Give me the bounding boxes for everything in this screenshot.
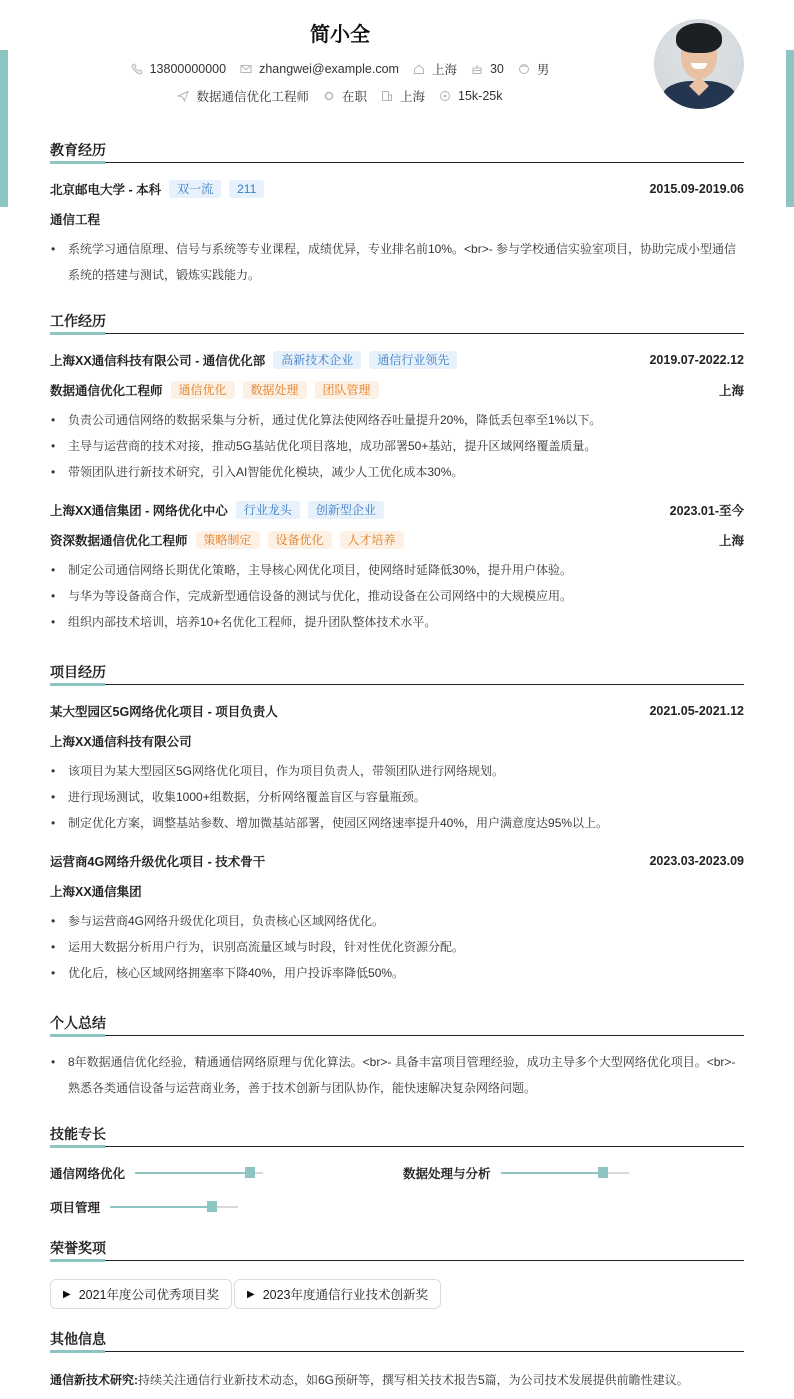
work-date: 2019.07-2022.12	[649, 353, 744, 367]
skill-item	[50, 1197, 238, 1217]
slider-thumb[interactable]	[598, 1167, 608, 1178]
award-label: 2021年度公司优秀项目奖	[78, 1288, 220, 1302]
contact-age: 30	[471, 62, 504, 76]
cake-icon	[471, 63, 483, 75]
mail-icon	[240, 63, 252, 75]
role-tag: 数据处理	[243, 381, 307, 399]
school-name: 北京邮电大学 - 本科	[50, 183, 162, 197]
section-title: 荣誉奖项	[50, 1240, 106, 1256]
slider-thumb[interactable]	[245, 1167, 255, 1178]
slider-thumb[interactable]	[207, 1201, 217, 1212]
education-date: 2015.09-2019.06	[649, 182, 744, 196]
role-name: 资深数据通信优化工程师	[50, 534, 188, 548]
status-icon	[323, 90, 335, 102]
gender-icon	[518, 63, 530, 75]
work-bullet: • 主导与运营商的技术对接，推动5G基站优化项目落地，成功部署50+基站，提升区域网络覆盖质量。	[50, 433, 744, 459]
triangle-right-icon: ▶	[247, 1288, 255, 1300]
work-item-header	[50, 350, 744, 370]
avatar-photo	[654, 19, 744, 109]
project-bullet: • 优化后，核心区域网络拥塞率下降40%，用户投诉率降低50%。	[50, 960, 744, 986]
job-salary: 15k-25k	[439, 89, 502, 103]
award-label: 2023年度通信行业技术创新奖	[262, 1288, 429, 1302]
job-intent-row	[0, 87, 680, 105]
work-section	[50, 311, 744, 629]
job-title: 数据通信优化工程师	[177, 87, 309, 105]
salary-icon	[439, 90, 451, 102]
building-icon	[381, 90, 393, 102]
education-desc: • 系统学习通信原理、信号与系统等专业课程，成绩优异，专业排名前10%。<br>- 参与学校通信实验室项目，协助完成小型通信系统的搭建与测试，锻炼实践能力。	[50, 236, 744, 288]
role-tag: 策略制定	[196, 531, 260, 549]
school-tag: 211	[229, 180, 264, 198]
skill-level-slider[interactable]	[501, 1172, 629, 1174]
triangle-right-icon: ▶	[63, 1288, 71, 1300]
education-major-row	[50, 209, 744, 229]
project-date: 2021.05-2021.12	[649, 704, 744, 718]
company-tag: 高新技术企业	[273, 351, 361, 369]
other-info	[50, 1370, 744, 1390]
skill-name: 通信网络优化	[50, 1167, 126, 1181]
award-item[interactable]	[234, 1279, 441, 1309]
project-date: 2023.03-2023.09	[649, 854, 744, 868]
company-tag: 通信行业领先	[369, 351, 457, 369]
home-icon	[413, 63, 425, 75]
skill-item	[403, 1163, 629, 1183]
contact-phone: 13800000000	[131, 62, 226, 76]
work-date: 2023.01-至今	[669, 504, 744, 518]
contact-gender: 男	[518, 60, 550, 78]
role-tag: 通信优化	[171, 381, 235, 399]
section-divider	[50, 1146, 744, 1147]
work-bullet: • 组织内部技术培训，培养10+名优化工程师，提升团队整体技术水平。	[50, 609, 744, 635]
section-divider	[50, 1260, 744, 1261]
section-divider	[50, 684, 744, 685]
section-divider	[50, 162, 744, 163]
project-name: 某大型园区5G网络优化项目 - 项目负责人	[50, 705, 278, 719]
skill-level-slider[interactable]	[135, 1172, 263, 1174]
work-bullet: • 与华为等设备商合作，完成新型通信设备的测试与优化，推动设备在公司网络中的大规模应用。	[50, 583, 744, 609]
project-bullet: • 该项目为某大型园区5G网络优化项目，作为项目负责人，带领团队进行网络规划。	[50, 758, 744, 784]
work-role-row	[50, 530, 744, 550]
company-tag: 行业龙头	[236, 501, 300, 519]
role-tag: 人才培养	[340, 531, 404, 549]
work-bullet: • 制定公司通信网络长期优化策略，主导核心网优化项目，使网络时延降低30%，提升用户体验。	[50, 557, 744, 583]
role-name: 数据通信优化工程师	[50, 384, 163, 398]
section-title: 个人总结	[50, 1015, 106, 1031]
work-location: 上海	[718, 534, 744, 548]
contact-email: zhangwei@example.com	[240, 62, 399, 76]
phone-icon	[131, 63, 143, 75]
candidate-name: 简小全	[310, 24, 370, 46]
section-title: 项目经历	[50, 664, 106, 680]
other-section	[50, 1329, 744, 1352]
skill-name: 项目管理	[50, 1201, 101, 1215]
company-tag: 创新型企业	[308, 501, 384, 519]
skill-item	[50, 1163, 263, 1183]
education-item-header	[50, 179, 744, 199]
project-name: 运营商4G网络升级优化项目 - 技术骨干	[50, 855, 266, 869]
skill-name: 数据处理与分析	[403, 1167, 491, 1181]
skills-section	[50, 1124, 744, 1147]
company-name: 上海XX通信集团 - 网络优化中心	[50, 504, 228, 518]
project-bullet: • 运用大数据分析用户行为，识别高流量区域与时段，针对性优化资源分配。	[50, 934, 744, 960]
project-org: 上海XX通信科技有限公司	[50, 735, 192, 749]
project-bullet: • 参与运营商4G网络升级优化项目，负责核心区域网络优化。	[50, 908, 744, 934]
section-title: 工作经历	[50, 313, 106, 329]
project-bullet: • 进行现场测试，收集1000+组数据，分析网络覆盖盲区与容量瓶颈。	[50, 784, 744, 810]
work-bullet: • 带领团队进行新技术研究，引入AI智能优化模块，减少人工优化成本30%。	[50, 459, 744, 485]
role-tag: 设备优化	[268, 531, 332, 549]
section-title: 教育经历	[50, 142, 106, 158]
resume-header	[0, 0, 794, 125]
awards-section	[50, 1238, 744, 1261]
work-bullet: • 负责公司通信网络的数据采集与分析，通过优化算法使网络吞吐量提升20%，降低丢包率至1%以下。	[50, 407, 744, 433]
school-tag: 双一流	[169, 180, 221, 198]
job-status: 在职	[323, 87, 367, 105]
project-item-header	[50, 701, 744, 721]
project-org-row	[50, 881, 744, 901]
other-label: 通信新技术研究:	[50, 1373, 138, 1387]
contact-row	[0, 60, 680, 78]
company-name: 上海XX通信科技有限公司 - 通信优化部	[50, 354, 266, 368]
projects-section	[50, 662, 744, 980]
other-text: 持续关注通信行业新技术动态，如6G预研等，撰写相关技术报告5篇，为公司技术发展提供前瞻性建议。	[138, 1373, 689, 1387]
work-role-row	[50, 380, 744, 400]
role-tag: 团队管理	[315, 381, 379, 399]
section-title: 其他信息	[50, 1331, 106, 1347]
contact-city: 上海	[413, 60, 457, 78]
project-org: 上海XX通信集团	[50, 885, 142, 899]
section-divider	[50, 1035, 744, 1036]
section-divider	[50, 333, 744, 334]
section-title: 技能专长	[50, 1126, 106, 1142]
project-bullet: • 制定优化方案，调整基站参数、增加微基站部署，使园区网络速率提升40%，用户满意度达95%以上。	[50, 810, 744, 836]
job-city: 上海	[381, 87, 425, 105]
send-icon	[177, 90, 189, 102]
section-divider	[50, 1351, 744, 1352]
summary-text: • 8年数据通信优化经验，精通通信网络原理与优化算法。<br>- 具备丰富项目管理经验，成功主导多个大型网络优化项目。<br>- 熟悉各类通信设备与运营商业务，善于技术创新与团队协作，能快速解决复杂网络问题。	[50, 1049, 744, 1101]
work-location: 上海	[718, 384, 744, 398]
summary-section	[50, 1013, 744, 1095]
skill-level-slider[interactable]	[110, 1206, 238, 1208]
project-org-row	[50, 731, 744, 751]
education-section	[50, 140, 744, 282]
major: 通信工程	[50, 213, 101, 227]
project-item-header	[50, 851, 744, 871]
work-item-header	[50, 500, 744, 520]
award-item[interactable]	[50, 1279, 232, 1309]
